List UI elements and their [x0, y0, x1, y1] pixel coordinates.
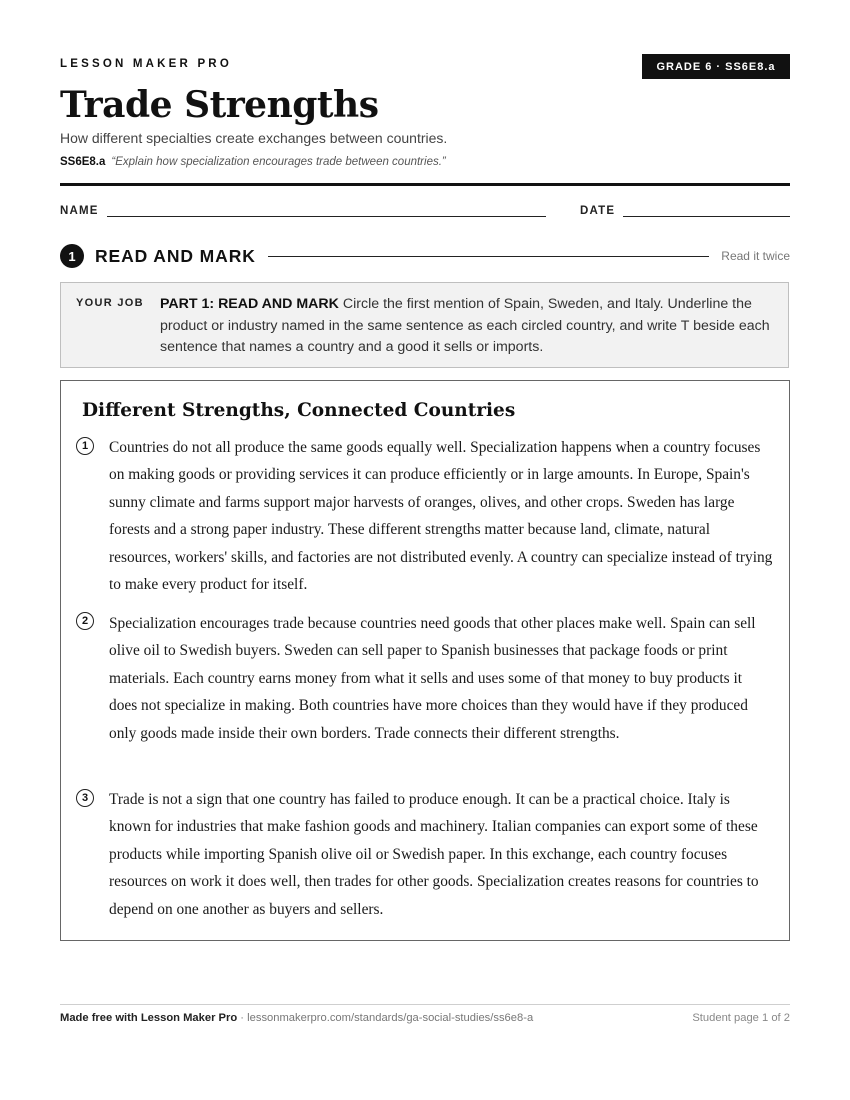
page-title: Trade Strengths	[60, 84, 379, 126]
brand-name: LESSON MAKER PRO	[60, 58, 232, 70]
grade-badge: GRADE 6 · SS6E8.a	[642, 54, 790, 79]
paragraph-number-1: 1	[76, 437, 94, 455]
section-title: READ AND MARK	[95, 245, 256, 266]
instructions-text: Circle the first mention of Spain, Sweden, and Italy. Underline the product or industry named in the same sentence as each circled country, and write T beside each sentence that names a country and a good it sells or imports.	[160, 296, 770, 355]
footer-separator: ·	[237, 1012, 248, 1024]
section-number-badge: 1	[60, 244, 84, 268]
footer-divider	[60, 1004, 790, 1005]
paragraph-1: Countries do not all produce the same goods equally well. Specialization happens when a country focuses on making goods or providing services it can produce efficiently or in large amounts. In Europe, Spain's sunny climate and farms support major harvests of oranges, olives, and other crops. Sweden has large forests and a strong paper industry. These different strengths matter because land, climate, natural resources, workers' skills, and factories are not distributed evenly. A country can specialize instead of trying to make every product for itself.	[109, 439, 773, 594]
standard-code: SS6E8.a	[60, 156, 106, 168]
paragraph-3: Trade is not a sign that one country has failed to produce enough. It can be a practical choice. Italy is known for industries that make fashion goods and machinery. Italian companies can export some of these products while importing Spanish olive oil or Swedish paper. In this exchange, each country focuses resources on work it does well, then trades for other goods. Specialization creates reasons for countries to depend on one another as buyers and sellers.	[109, 791, 759, 918]
date-field[interactable]	[623, 216, 790, 217]
name-field[interactable]	[107, 216, 546, 217]
footer-made-with: Made free with Lesson Maker Pro	[60, 1012, 238, 1024]
reading-passage	[60, 380, 790, 941]
your-job-box	[60, 282, 789, 368]
paragraph-number-3: 3	[76, 789, 94, 807]
standard-line	[60, 156, 446, 168]
job-instructions	[160, 294, 770, 359]
footer-credit	[60, 1012, 533, 1024]
passage-title: Different Strengths, Connected Countries	[82, 400, 516, 421]
paragraph-number-2: 2	[76, 612, 94, 630]
standard-quote: “Explain how specialization encourages trade between countries.”	[111, 156, 446, 168]
paragraph-2: Specialization encourages trade because countries need goods that other places make well. Spain can sell olive oil to Swedish buyers. Sweden can sell paper to Spanish businesses that package foods or print materials. Each country earns money from what it sells and uses some of that money to buy products it does not specialize in making. Both countries have more choices than they would have if they produced only goods made inside their own borders. Trade connects their different strengths.	[109, 615, 756, 742]
your-job-label: YOUR JOB	[76, 297, 144, 309]
footer-url[interactable]: lessonmakerpro.com/standards/ga-social-studies/ss6e8-a	[247, 1012, 534, 1024]
header-divider	[60, 183, 790, 186]
section-header	[60, 243, 790, 269]
footer-page-number: Student page 1 of 2	[692, 1012, 790, 1024]
date-label: DATE	[580, 205, 616, 217]
section-rule	[268, 256, 710, 257]
part-label: PART 1: READ AND MARK	[160, 296, 339, 312]
section-hint: Read it twice	[721, 249, 790, 263]
name-label: NAME	[60, 205, 99, 217]
page-subtitle: How different specialties create exchanges between countries.	[60, 130, 448, 146]
